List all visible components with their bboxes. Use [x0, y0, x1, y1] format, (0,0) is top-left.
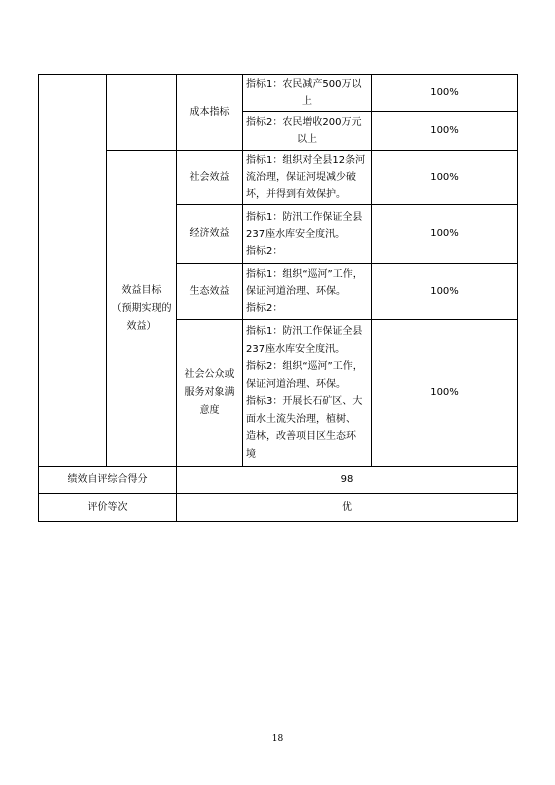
social-indicator: 指标1：组织对全县12条河 流治理，保证河堤减少破 坏，并得到有效保护。	[246, 155, 366, 200]
table-border-right	[517, 74, 518, 522]
satisfaction-value: 100%	[430, 387, 459, 398]
economic-label: 经济效益	[189, 228, 230, 239]
economic-indicator: 指标1：防汛工作保证全县 237座水库安全度汛。 指标2：	[246, 211, 363, 257]
ecological-value: 100%	[430, 285, 459, 297]
ecological-indicator: 指标1：组织“巡河”工作， 保证河道治理、环保。 指标2：	[246, 269, 363, 314]
category-cell	[107, 151, 176, 466]
cost-label: 成本指标	[189, 106, 230, 118]
ecological-label: 生态效益	[189, 285, 230, 297]
cost-value-1: 100%	[430, 87, 459, 98]
table-border-bottom	[38, 521, 518, 522]
satisfaction-label: 社会公众或 服务对象满 意度	[184, 369, 235, 416]
category-line: （预期实现的	[111, 302, 172, 314]
social-value: 100%	[430, 171, 459, 183]
category-line: 效益）	[126, 320, 157, 332]
page-number: 18	[271, 734, 284, 744]
cost-value-2: 100%	[430, 125, 459, 136]
score-value: 98	[340, 474, 354, 485]
grade-value: 优	[342, 501, 352, 513]
social-label: 社会效益	[189, 171, 230, 183]
economic-value: 100%	[430, 228, 459, 239]
grade-label: 评价等次	[87, 501, 128, 513]
score-label: 绩效自评综合得分	[67, 474, 148, 485]
table-border-left	[38, 74, 39, 522]
cost-indicator-2: 指标2：农民增收200万元 以上	[246, 117, 362, 145]
cost-indicator-1: 指标1：农民减产500万以 上	[246, 79, 362, 107]
category-line: 效益目标	[121, 284, 162, 296]
performance-table	[38, 74, 518, 522]
satisfaction-indicator: 指标1：防汛工作保证全县 237座水库安全度汛。 指标2：组织“巡河”工作， 保证河道治理、环保。 指标3：开展长石矿区、大 面水土流失治理，植树、 造林，改善项目区生态环 境	[246, 326, 363, 460]
